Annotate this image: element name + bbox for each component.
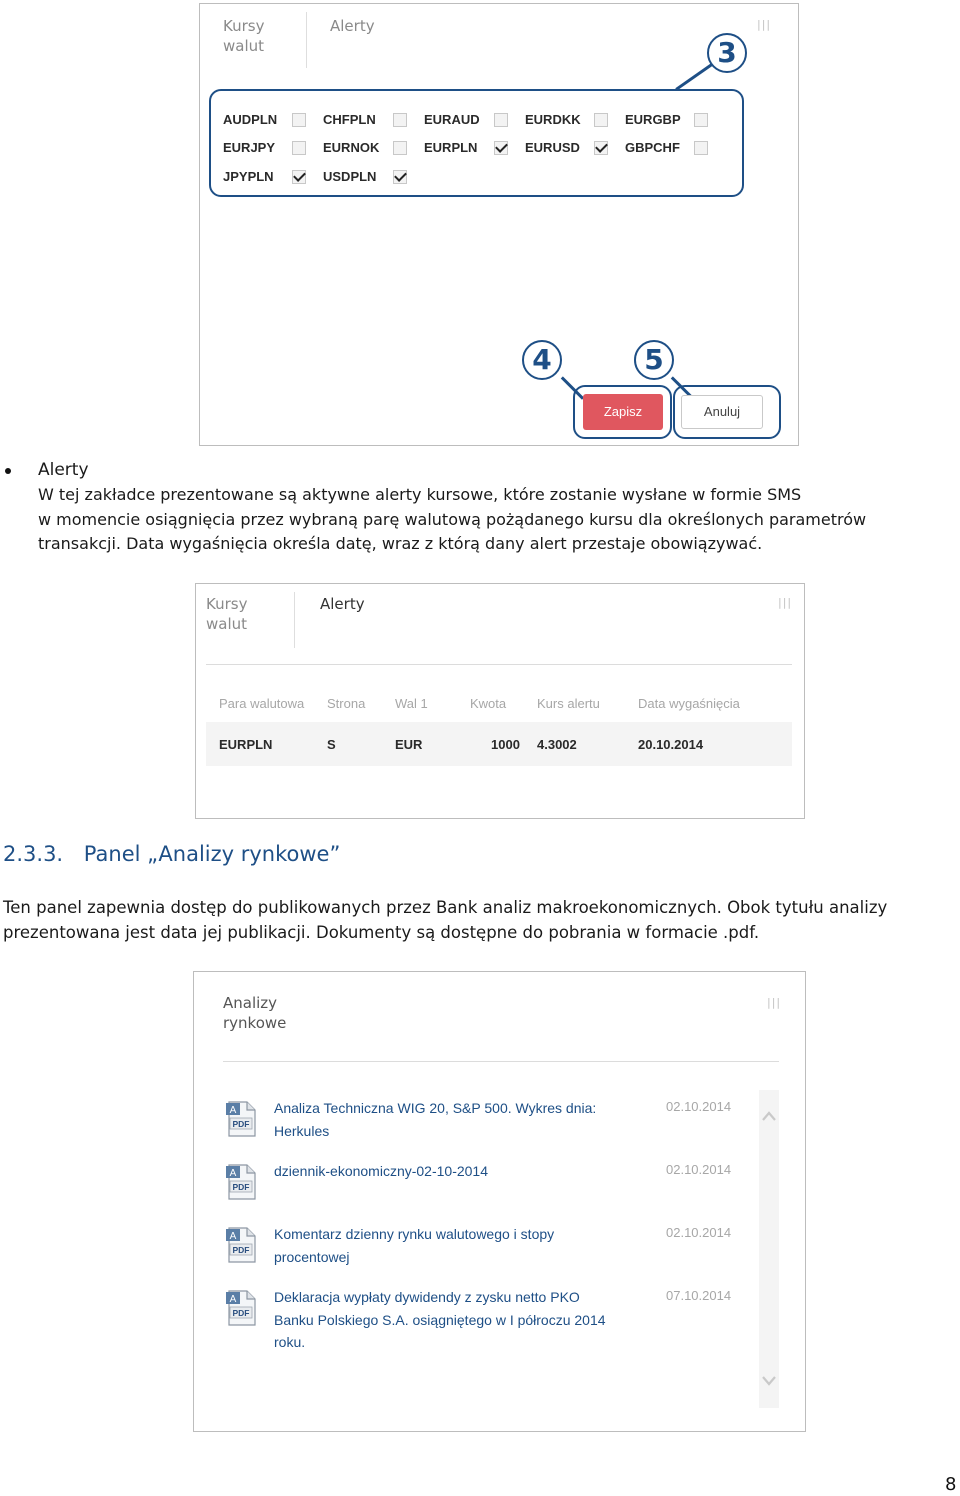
section-description-line-1: Ten panel zapewnia dostęp do publikowanych przez Bank analiz makroekonomicznych. Obok tytułu analizy [3,898,888,917]
section-description [3,896,957,945]
tab-separator [306,12,307,68]
callout-badge-4: 4 [522,340,562,380]
section-number: 2.3.3. [3,842,64,866]
tab-rates-line1: Kursy [206,595,248,613]
tab-alerts[interactable]: Alerty [320,595,365,613]
currency-pair-checkbox[interactable] [594,113,608,127]
currency-pair-label: CHFPLN [323,112,376,127]
currency-pair-checkbox[interactable] [292,170,306,184]
pdf-icon[interactable] [224,1100,258,1138]
tab-alerts[interactable]: Alerty [330,17,375,35]
currency-pair-label: USDPLN [323,169,377,184]
report-date: 02.10.2014 [666,1099,732,1114]
cell-currency: EUR [395,737,423,752]
column-header-alert-rate: Kurs alertu [537,696,600,711]
alerts-widget [195,583,805,819]
report-title-link[interactable] [274,1223,554,1268]
pdf-icon-label: PDF [232,1308,250,1318]
alerts-description [38,483,956,557]
cancel-button[interactable]: Anuluj [681,395,763,429]
alerts-description-line-3: transakcji. Data wygaśnięcia określa datę, wraz z którą dany alert przestaje obowiązywać. [38,534,763,553]
pdf-icon-letter: A [229,1294,237,1305]
currency-pair-label: AUDPLN [223,112,278,127]
currency-pair-checkbox[interactable] [494,141,508,155]
tab-rates-line2: walut [206,615,248,633]
drag-handle-icon[interactable]: ||| [767,996,782,1009]
header-divider [223,1061,779,1062]
report-title-line: Komentarz dzienny rynku walutowego i stopy [274,1226,555,1242]
drag-handle-icon[interactable]: ||| [757,18,772,31]
pdf-icon[interactable] [224,1226,258,1264]
currency-pair-label: EURPLN [424,140,478,155]
currency-pair-label: EURAUD [424,112,480,127]
section-heading [3,842,340,866]
tab-separator [294,592,295,648]
report-title-line: Banku Polskiego S.A. osiągniętego w I półroczu 2014 [274,1311,606,1328]
chevron-down-icon[interactable] [761,1375,777,1387]
report-title-link[interactable] [274,1097,596,1142]
pdf-icon-label: PDF [232,1245,250,1255]
market-analyses-widget [193,971,806,1432]
currency-pair-checkbox[interactable] [292,113,306,127]
currency-pair-label: JPYPLN [223,169,274,184]
section-title: Panel „Analizy rynkowe” [83,842,341,866]
currency-pair-label: EURJPY [223,140,276,155]
widget-title [223,993,286,1033]
callout-badge-3: 3 [707,33,747,73]
section-description-line-2: prezentowana jest data jej publikacji. Dokumenty są dostępne do pobrania w formacie .pdf. [3,922,760,942]
cell-expiry: 20.10.2014 [638,737,704,752]
column-header-pair: Para walutowa [219,696,305,711]
save-button[interactable]: Zapisz [583,394,663,430]
column-header-expiry: Data wygaśnięcia [638,696,740,711]
pdf-icon-label: PDF [232,1119,250,1129]
report-title-link[interactable] [274,1160,488,1183]
currency-pair-label: EURUSD [525,140,580,155]
report-date: 02.10.2014 [666,1225,732,1240]
report-date: 02.10.2014 [666,1162,732,1177]
currency-pair-label: EURGBP [625,112,681,127]
report-date: 07.10.2014 [666,1288,732,1303]
alerts-heading: Alerty [38,460,89,480]
pdf-icon-letter: A [229,1105,237,1116]
column-header-side: Strona [327,696,366,711]
alerts-description-line-2: w momencie osiągnięcia przez wybraną parę walutową pożądanego kursu dla określonych parametrów [38,509,867,529]
currency-pair-checkbox[interactable] [393,170,407,184]
header-divider [206,664,792,665]
scrollbar[interactable] [759,1090,779,1408]
currency-pair-checkbox[interactable] [494,113,508,127]
column-header-currency: Wal 1 [395,696,428,711]
currency-pair-checkbox[interactable] [393,113,407,127]
report-title-line: roku. [274,1334,306,1350]
cell-side: S [327,737,336,752]
report-title-link[interactable] [274,1286,606,1354]
pdf-icon-letter: A [229,1168,237,1179]
cell-pair: EURPLN [219,737,273,752]
chevron-up-icon[interactable] [761,1110,777,1122]
cell-alert-rate: 4.3002 [537,737,577,752]
currency-pair-checkbox[interactable] [694,113,708,127]
report-title-line: Deklaracja wypłaty dywidendy z zysku netto PKO [274,1289,580,1305]
currency-pair-label: GBPCHF [625,140,680,155]
column-header-amount: Kwota [470,696,507,711]
currency-pair-label: EURNOK [323,140,380,155]
pdf-icon[interactable] [224,1163,258,1201]
report-title-line: Herkules [274,1122,330,1139]
report-title-line: Analiza Techniczna WIG 20, S&P 500. Wykres dnia: [274,1100,597,1116]
currency-pair-checkbox[interactable] [292,141,306,155]
report-title-line: procentowej [274,1248,350,1265]
report-title-line: dziennik-ekonomiczny-02-10-2014 [274,1163,489,1179]
page-number: 8 [945,1474,957,1495]
alerts-description-line-1: W tej zakładce prezentowane są aktywne alerty kursowe, które zostanie wysłane w formie SMS [38,485,802,504]
currency-pair-checkbox[interactable] [594,141,608,155]
pdf-icon-letter: A [229,1231,237,1242]
drag-handle-icon[interactable]: ||| [778,596,793,609]
currency-pair-label: EURDKK [525,112,581,127]
widget-title-line2: rynkowe [223,1014,287,1032]
bullet-point [5,468,11,474]
alert-setup-widget [199,3,799,446]
tab-rates[interactable] [223,16,264,56]
pdf-icon[interactable] [224,1289,258,1327]
tab-rates-line1: Kursy [223,17,265,35]
pdf-icon-label: PDF [232,1182,250,1192]
callout-badge-5: 5 [634,340,674,380]
tab-rates[interactable] [206,594,247,634]
widget-title-line1: Analizy [223,994,278,1012]
currency-pair-checkbox[interactable] [393,141,407,155]
currency-pair-checkbox[interactable] [694,141,708,155]
tab-rates-line2: walut [223,37,265,55]
cell-amount: 1000 [491,737,520,752]
